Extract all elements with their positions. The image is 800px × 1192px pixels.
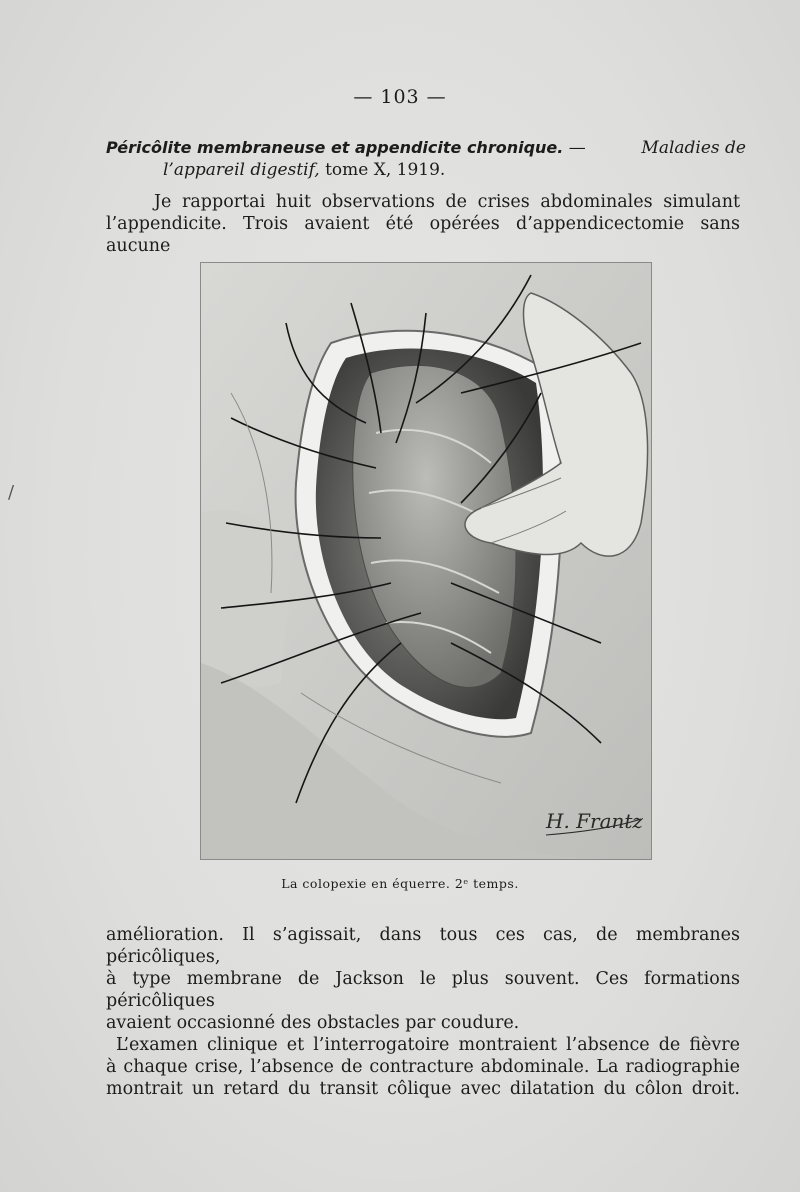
reference-journal-end: l’appareil digestif, (163, 160, 320, 180)
reference-title: Péricôlite membraneuse et appendicite chronique. (106, 138, 564, 157)
surgical-illustration (200, 262, 652, 860)
text-line: à type membrane de Jackson le plus souvent. Ces formations péricôliques (106, 969, 740, 1011)
margin-pencil-mark: / (8, 482, 15, 503)
text-line: montrait un retard du transit côlique avec dilatation du côlon droit. (106, 1079, 740, 1099)
page-number: — 103 — (353, 86, 447, 108)
intro-paragraph (106, 191, 740, 257)
reference-line-1 (106, 137, 746, 159)
text-line: l’appendicite. Trois avaient été opérées d’appendicectomie sans aucune (106, 214, 740, 256)
reference-line-2 (106, 159, 746, 181)
text-line: Je rapportai huit observations de crises abdominales simulant (154, 192, 740, 212)
colopexy-drawing (201, 263, 651, 859)
bibliographic-reference (106, 137, 746, 181)
text-line: L’examen clinique et l’interrogatoire montraient l’absence de fièvre (116, 1035, 740, 1055)
text-line: amélioration. Il s’agissait, dans tous ces cas, de membranes péricôliques, (106, 925, 740, 967)
text-line: à chaque crise, l’absence de contracture abdominale. La radiographie (106, 1057, 740, 1077)
figure-caption: La colopexie en équerre. 2ᵉ temps. (281, 876, 519, 891)
body-paragraph (106, 924, 740, 1100)
reference-journal-start: Maladies de (641, 138, 746, 158)
reference-details: tome X, 1919. (319, 160, 446, 180)
artist-signature: H. Frantz (546, 809, 643, 833)
text-line: avaient occasionné des obstacles par coudure. (106, 1013, 520, 1033)
reference-separator: — (563, 138, 586, 158)
